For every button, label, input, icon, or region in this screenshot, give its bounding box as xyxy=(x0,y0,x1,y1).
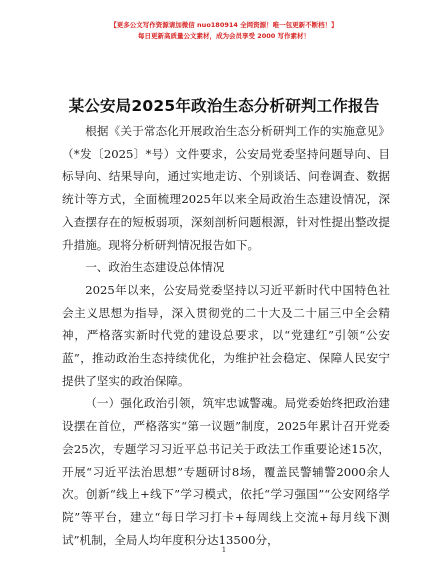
paragraph-intro: 根据《关于常态化开展政治生态分析研判工作的实施意见》（*发〔2025〕*号）文件要求，公安局党委坚持问题导向、目标导向、结果导向，通过实地走访、个别谈话、问卷调查、数据统计等方式，全面梳理2025年以来全局政治生态建设情况，深入查摆存在的短板弱项，深刻剖析问题根源，针对性提出整改提升措施。现将分析研判情况报告如下。 xyxy=(62,124,390,252)
promo-banner-line-2: 每日更新高质量公文素材，成为会员享受 2000 写作素材！ xyxy=(137,32,311,40)
paragraph-political-guidance: （一）强化政治引领，筑牢忠诚警魂。局党委始终把政治建设摆在首位，严格落实“第一议题”制度，2025年累计召开党委会25次，专题学习习近平总书记关于政法工作重要论述15次，开展“习近平法治思想”专题研讨8场，覆盖民警辅警2000余人次。创新“线上+线下”学习模式，依托“学习强国”“公安网络学院”等平台，建立“每日学习打卡+每周线上交流+每月线下测试”机制，全局人均年度积分达13500分， xyxy=(62,396,390,547)
document-body xyxy=(62,120,390,551)
promo-banner xyxy=(0,20,448,42)
page-number: 1 xyxy=(221,546,227,554)
section-heading: 一、政治生态建设总体情况 xyxy=(85,260,225,275)
document-title: 某公安局2025年政治生态分析研判工作报告 xyxy=(68,97,380,115)
promo-banner-line-1: 【更多公文写作资源请加微信 nuo180914 全网资源！唯一包更新不断档！】 xyxy=(110,21,338,29)
paragraph-overview: 2025年以来，公安局党委坚持以习近平新时代中国特色社会主义思想为指导，深入贯彻党的二十大及二十届三中全会精神，严格落实新时代党的建设总要求，以“党建红”引领“公安蓝”，推动政治生态持续优化，为维护社会稳定、保障人民安宁提供了坚实的政治保障。 xyxy=(62,282,390,388)
